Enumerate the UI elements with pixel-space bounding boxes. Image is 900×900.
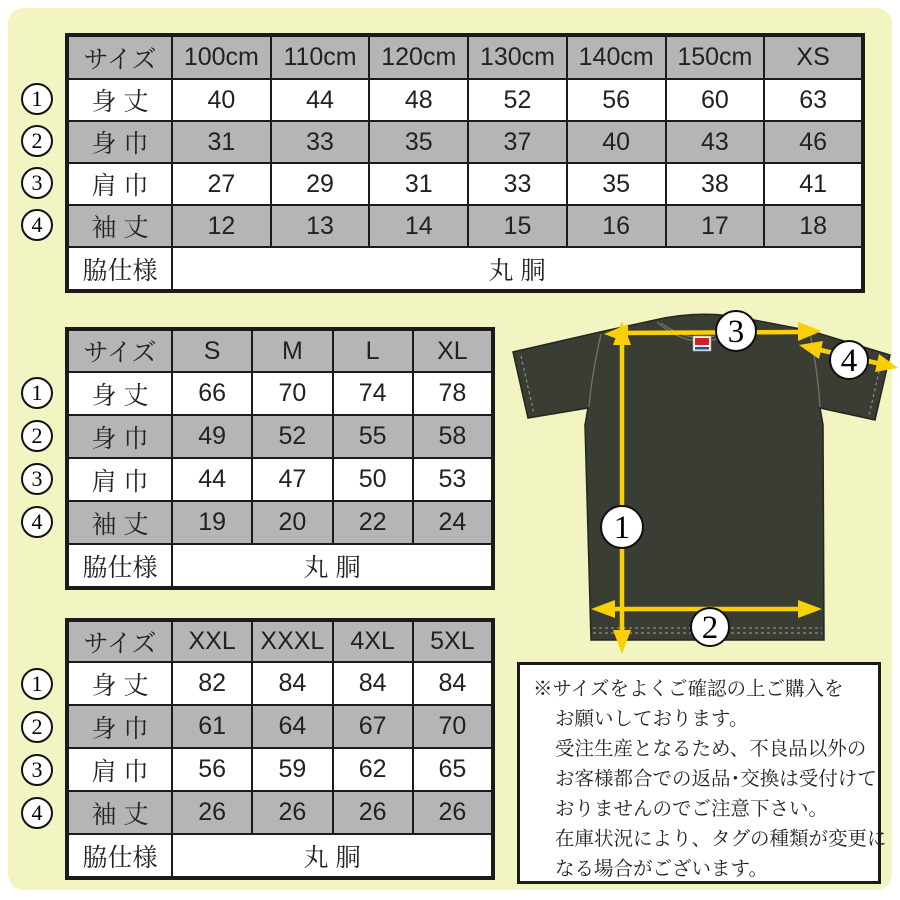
value-cell: 24	[413, 501, 493, 544]
value-cell: 18	[764, 205, 863, 247]
row-label: 袖 丈	[67, 205, 172, 247]
measure-row	[67, 372, 493, 415]
value-cell: 19	[172, 501, 252, 544]
size-column-header: XS	[764, 35, 863, 79]
value-cell: 59	[252, 748, 332, 791]
marker-3-number: 3	[727, 314, 745, 350]
value-cell: 31	[172, 121, 271, 163]
row-label: 身 巾	[67, 415, 172, 458]
value-cell: 52	[468, 79, 567, 121]
value-cell: 17	[666, 205, 765, 247]
note-line: ※サイズをよくご確認の上ご購入を	[533, 678, 844, 700]
value-cell: 48	[369, 79, 468, 121]
value-cell: 44	[271, 79, 370, 121]
value-cell: 67	[333, 705, 413, 748]
value-cell: 60	[666, 79, 765, 121]
circled-number-2: 2	[21, 711, 53, 743]
row-label: 袖 丈	[67, 501, 172, 544]
value-cell: 20	[252, 501, 332, 544]
value-cell: 31	[369, 163, 468, 205]
size-column-header: S	[172, 329, 252, 372]
measure-row	[67, 791, 493, 834]
value-cell: 26	[172, 791, 252, 834]
tshirt-measurement-diagram	[505, 303, 900, 658]
value-cell: 56	[567, 79, 666, 121]
value-cell: 70	[252, 372, 332, 415]
circled-number-3: 3	[21, 754, 53, 786]
row-label: 肩 巾	[67, 458, 172, 501]
size-column-header: 150cm	[666, 35, 765, 79]
side-spec-label: 脇仕様	[67, 544, 172, 588]
value-cell: 29	[271, 163, 370, 205]
marker-sleeve-length	[830, 341, 868, 379]
kids-size-table-area	[31, 33, 865, 293]
adult-size-table	[65, 327, 495, 590]
side-spec-row	[67, 834, 493, 878]
value-cell: 40	[172, 79, 271, 121]
value-cell: 16	[567, 205, 666, 247]
side-spec-value: 丸 胴	[172, 834, 493, 878]
value-cell: 37	[468, 121, 567, 163]
value-cell: 22	[333, 501, 413, 544]
note-line: お願いしております。	[555, 708, 749, 730]
row-label: 肩 巾	[67, 163, 172, 205]
side-spec-value: 丸 胴	[172, 544, 493, 588]
value-cell: 84	[413, 662, 493, 705]
row-label: 身 巾	[67, 705, 172, 748]
value-cell: 44	[172, 458, 252, 501]
value-cell: 62	[333, 748, 413, 791]
side-spec-row	[67, 247, 863, 291]
row-label: 肩 巾	[67, 748, 172, 791]
big-size-table	[65, 618, 495, 880]
value-cell: 53	[413, 458, 493, 501]
value-cell: 65	[413, 748, 493, 791]
side-spec-label: 脇仕様	[67, 834, 172, 878]
circled-number-1: 1	[21, 668, 53, 700]
circled-number-4: 4	[21, 506, 53, 538]
value-cell: 47	[252, 458, 332, 501]
value-cell: 35	[369, 121, 468, 163]
row-label: 身 丈	[67, 79, 172, 121]
circled-number-3: 3	[21, 463, 53, 495]
value-cell: 63	[764, 79, 863, 121]
value-cell: 13	[271, 205, 370, 247]
size-column-header: 140cm	[567, 35, 666, 79]
value-cell: 61	[172, 705, 252, 748]
note-line: なる場合がございます。	[555, 858, 768, 880]
row-label: 身 丈	[67, 372, 172, 415]
value-cell: 74	[333, 372, 413, 415]
note-line: 在庫状況により、タグの種類が変更に	[555, 828, 887, 850]
size-column-header: L	[333, 329, 413, 372]
side-spec-label: 脇仕様	[67, 247, 172, 291]
measure-row	[67, 748, 493, 791]
size-column-header: 130cm	[468, 35, 567, 79]
size-column-header: 4XL	[333, 620, 413, 662]
value-cell: 70	[413, 705, 493, 748]
value-cell: 26	[413, 791, 493, 834]
value-cell: 50	[333, 458, 413, 501]
size-column-header: XXL	[172, 620, 252, 662]
purchase-note-box	[517, 662, 887, 884]
value-cell: 58	[413, 415, 493, 458]
measure-row	[67, 163, 863, 205]
header-row	[67, 35, 863, 79]
value-cell: 33	[468, 163, 567, 205]
value-cell: 56	[172, 748, 252, 791]
size-column-header: 110cm	[271, 35, 370, 79]
row-label: 袖 丈	[67, 791, 172, 834]
measure-row	[67, 705, 493, 748]
value-cell: 43	[666, 121, 765, 163]
header-row	[67, 329, 493, 372]
row-label: 身 丈	[67, 662, 172, 705]
side-spec-row	[67, 544, 493, 588]
row-label: 身 巾	[67, 121, 172, 163]
measure-row	[67, 415, 493, 458]
value-cell: 84	[333, 662, 413, 705]
circled-number-1: 1	[21, 83, 53, 115]
value-cell: 52	[252, 415, 332, 458]
header-row	[67, 620, 493, 662]
side-spec-value: 丸 胴	[172, 247, 863, 291]
marker-shoulder-width	[716, 311, 756, 351]
kids-size-table	[65, 33, 865, 293]
value-cell: 12	[172, 205, 271, 247]
marker-4-number: 4	[840, 343, 858, 379]
value-cell: 26	[252, 791, 332, 834]
value-cell: 49	[172, 415, 252, 458]
size-column-header: 100cm	[172, 35, 271, 79]
note-line: お客様都合での返品･交換は受付けて	[555, 768, 877, 790]
value-cell: 26	[333, 791, 413, 834]
adult-size-table-area	[31, 327, 495, 590]
value-cell: 14	[369, 205, 468, 247]
measure-row	[67, 79, 863, 121]
circled-number-1: 1	[21, 377, 53, 409]
circled-number-2: 2	[21, 125, 53, 157]
size-column-header: XL	[413, 329, 493, 372]
measure-row	[67, 121, 863, 163]
marker-body-width	[691, 608, 729, 646]
measure-row	[67, 458, 493, 501]
measure-row	[67, 501, 493, 544]
value-cell: 84	[252, 662, 332, 705]
circled-number-2: 2	[21, 420, 53, 452]
value-cell: 27	[172, 163, 271, 205]
value-cell: 46	[764, 121, 863, 163]
value-cell: 82	[172, 662, 252, 705]
note-line: 受注生産となるため、不良品以外の	[555, 738, 867, 760]
big-size-table-area	[31, 618, 495, 880]
value-cell: 40	[567, 121, 666, 163]
circled-number-4: 4	[21, 209, 53, 241]
size-header-label: サイズ	[67, 620, 172, 662]
measure-row	[67, 205, 863, 247]
size-column-header: M	[252, 329, 332, 372]
value-cell: 41	[764, 163, 863, 205]
value-cell: 33	[271, 121, 370, 163]
size-column-header: 5XL	[413, 620, 493, 662]
value-cell: 15	[468, 205, 567, 247]
value-cell: 35	[567, 163, 666, 205]
note-line: おりませんのでご注意下さい。	[555, 798, 829, 820]
size-header-label: サイズ	[67, 329, 172, 372]
value-cell: 78	[413, 372, 493, 415]
size-header-label: サイズ	[67, 35, 172, 79]
circled-number-3: 3	[21, 167, 53, 199]
brand-tag	[693, 336, 711, 351]
value-cell: 66	[172, 372, 252, 415]
marker-body-length	[601, 506, 643, 548]
size-column-header: XXXL	[252, 620, 332, 662]
marker-1-number: 1	[613, 510, 631, 546]
value-cell: 64	[252, 705, 332, 748]
marker-2-number: 2	[701, 610, 719, 646]
size-column-header: 120cm	[369, 35, 468, 79]
circled-number-4: 4	[21, 797, 53, 829]
value-cell: 55	[333, 415, 413, 458]
measure-row	[67, 662, 493, 705]
value-cell: 38	[666, 163, 765, 205]
